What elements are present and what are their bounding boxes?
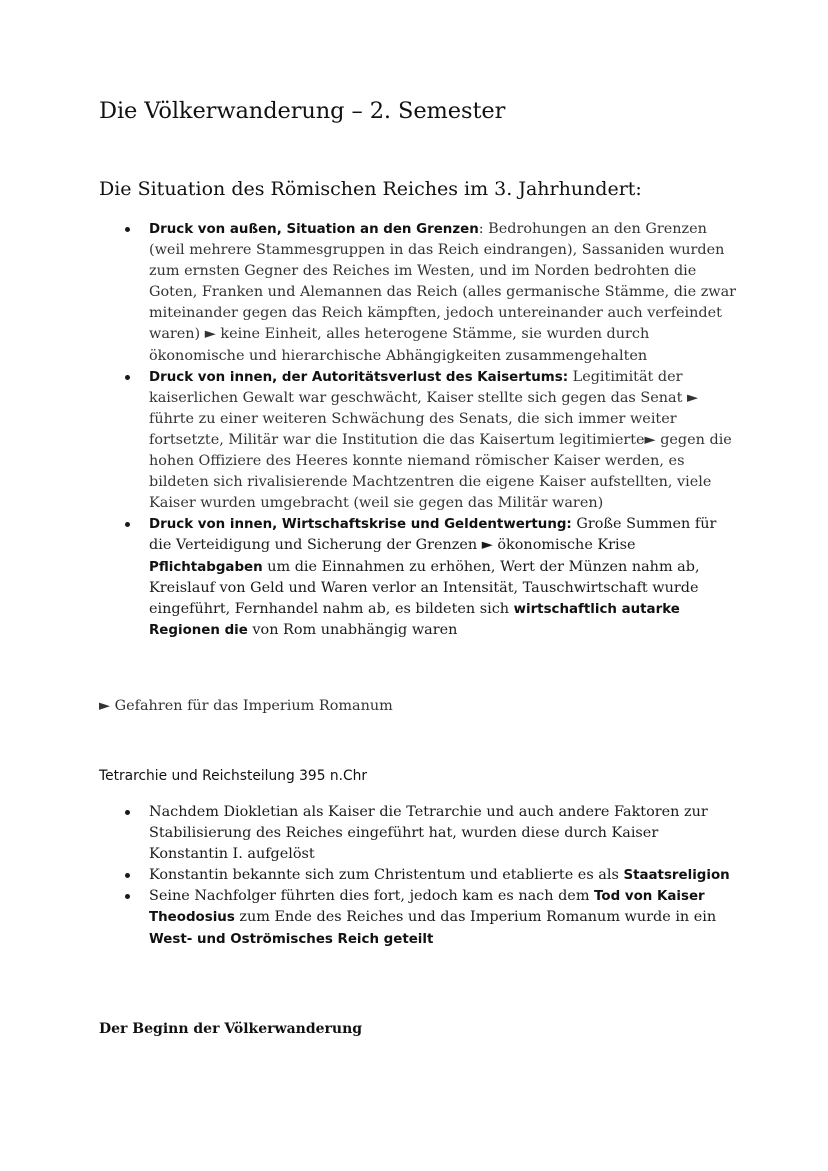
item-text: um die Einnahmen zu erhöhen, Wert der Münzen nahm ab, Kreislauf von Geld und Waren verlor an Intensität, Tauschwirtschaft wurde eingeführt, Fernhandel nahm ab, es bildeten sich <box>149 558 700 617</box>
item-bold: Tod von Kaiser Theodosius <box>149 889 705 926</box>
item-text: Nachdem Diokletian als Kaiser die Tetrarchie und auch andere Faktoren zur Stabilisierung des Reiches eingeführt hat, wurden diese durch Kaiser Konstantin I. aufgelöst <box>149 804 708 863</box>
item-bold: Druck von außen, Situation an den Grenzen <box>149 222 479 237</box>
section-heading-situation: Die Situation des Römischen Reiches im 3. Jahrhundert: <box>99 178 642 200</box>
list-item <box>99 802 739 865</box>
list-item <box>99 514 739 641</box>
item-text: Große Summen für die Verteidigung und Sicherung der Grenzen ► ökonomische Krise <box>149 516 717 554</box>
item-bold: wirtschaftlich autarke Regionen die <box>149 601 680 638</box>
item-text: Seine Nachfolger führten dies fort, jedoch kam es nach dem <box>149 888 595 905</box>
summary-line: ► Gefahren für das Imperium Romanum <box>99 698 393 714</box>
item-bold: Druck von innen, der Autoritätsverlust des Kaisertums: <box>149 369 569 385</box>
item-bold: West- und Oströmisches Reich geteilt <box>149 931 434 947</box>
document-title: Die Völkerwanderung – 2. Semester <box>99 98 506 124</box>
list-item <box>99 219 739 367</box>
item-text: zum Ende des Reiches und das Imperium Romanum wurde in ein <box>234 909 717 926</box>
item-bold: Staatsreligion <box>623 868 730 884</box>
section-heading-beginn: Der Beginn der Völkerwanderung <box>99 1021 363 1037</box>
tetrarchie-list <box>99 802 739 950</box>
item-bold: Pflichtabgaben <box>149 559 263 575</box>
item-text: Konstantin bekannte sich zum Christentum und etablierte es als <box>149 867 624 884</box>
item-text: : Bedrohungen an den Grenzen (weil mehrere Stammesgruppen in das Reich eindrangen), Sassaniden wurden zum ernsten Gegner des Reiches im Westen, und im Norden bedrohten die Goten, Franken und Alemannen das Reich (alles germanische Stämme, die zwar miteinander gegen das Reich kämpften, jedoch untereinander auch verfeindet waren) ► keine Einheit, alles heterogene Stämme, sie wurden durch ökonomische und hierarchische Abhängigkeiten zusammengehalten <box>149 221 737 364</box>
list-item <box>99 886 739 949</box>
situation-list <box>99 219 739 641</box>
section-heading-tetrarchie: Tetrarchie und Reichsteilung 395 n.Chr <box>99 768 368 784</box>
item-text: Legitimität der kaiserlichen Gewalt war geschwächt, Kaiser stellte sich gegen das Senat ► führte zu einer weiteren Schwächung des Senats, die sich immer weiter fortsetzte, Militär war die Institution die das Kaisertum legitimierte► gegen die hohen Offiziere des Heeres konnte niemand römischer Kaiser werden, es bildeten sich rivalisierende Machtzentren die eigene Kaiser aufstellten, viele Kaiser wurden umgebracht (weil sie gegen das Militär waren) <box>149 368 732 512</box>
list-item <box>99 865 739 886</box>
item-bold: Druck von innen, Wirtschaftskrise und Geldentwertung: <box>149 517 572 533</box>
list-item <box>99 367 739 515</box>
item-text: von Rom unabhängig waren <box>247 621 458 638</box>
